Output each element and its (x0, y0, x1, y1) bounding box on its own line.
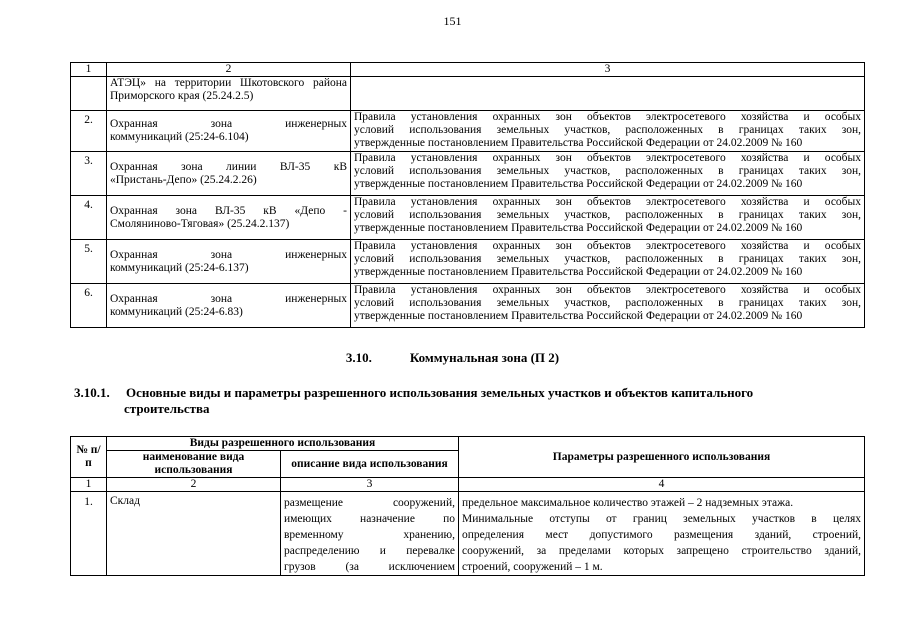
subsection-number: 3.10.1. (74, 385, 110, 400)
row-number: 3. (71, 152, 107, 196)
col-number: 4 (459, 478, 865, 492)
col-number: 2 (107, 478, 281, 492)
column-number-row (71, 478, 865, 492)
table-row (71, 240, 865, 284)
row-number: 1. (71, 492, 107, 576)
column-number-row (71, 63, 865, 77)
row-number: 5. (71, 240, 107, 284)
subsection-title-continued: строительства (124, 401, 210, 416)
col-number: 3 (351, 63, 865, 77)
col-number: 2 (107, 63, 351, 77)
regulation-text: Правила установления охранных зон объектов электросетевого хозяйства и особых условий использования земельных участков, расположенных в границах таких зон, утвержденные постановлением Правительства Российской Федерации от 24.02.2009 № 160 (351, 111, 865, 152)
header-kinds: Виды разрешенного использования (107, 437, 459, 451)
use-description: размещение сооружений, имеющих назначение по временному хранению, распределению и перевалке грузов (за исключением (281, 492, 459, 576)
table-row (71, 492, 865, 576)
col-number: 3 (281, 478, 459, 492)
table-row (71, 77, 865, 111)
regulation-text: Правила установления охранных зон объектов электросетевого хозяйства и особых условий использования земельных участков, расположенных в границах таких зон, утвержденные постановлением Правительства Российской Федерации от 24.02.2009 № 160 (351, 152, 865, 196)
regulation-text: Правила установления охранных зон объектов электросетевого хозяйства и особых условий использования земельных участков, расположенных в границах таких зон, утвержденные постановлением Правительства Российской Федерации от 24.02.2009 № 160 (351, 284, 865, 328)
section-title: Коммунальная зона (П 2) (409, 350, 560, 365)
col-number: 1 (71, 478, 107, 492)
regulation-text: Правила установления охранных зон объектов электросетевого хозяйства и особых условий использования земельных участков, расположенных в границах таких зон, утвержденные постановлением Правительства Российской Федерации от 24.02.2009 № 160 (351, 196, 865, 240)
subsection-heading (74, 385, 874, 417)
page-number: 151 (443, 14, 462, 28)
use-name: Склад (107, 492, 281, 576)
header-number: № п/п (71, 437, 107, 478)
zone-name-continued: АТЭЦ» на территории Шкотовского района Приморского края (25.24.2.5) (107, 77, 351, 111)
row-number: 4. (71, 196, 107, 240)
header-row (71, 437, 865, 451)
header-name: наименование вида использования (107, 451, 281, 478)
protection-zones-table (70, 62, 865, 328)
zone-name: Охранная зона ВЛ-35 кВ «Депо - Смоляниново-Тяговая» (25.24.2.137) (107, 196, 351, 240)
zone-name: Охранная зона инженерных коммуникаций (25:24-6.104) (107, 111, 351, 152)
zone-name: Охранная зона линии ВЛ-35 кВ «Пристань-Депо» (25.24.2.26) (107, 152, 351, 196)
table-row (71, 111, 865, 152)
use-parameters: предельное максимальное количество этажей – 2 надземных этажа. Минимальные отступы от границ земельных участков в целях определения мест допустимого размещения зданий, строений, сооружений, за пределами которых запрещено строительство зданий, строений, сооружений – 1 м. (459, 492, 865, 576)
header-params: Параметры разрешенного использования (459, 437, 865, 478)
zone-name: Охранная зона инженерных коммуникаций (25:24-6.137) (107, 240, 351, 284)
zone-name: Охранная зона инженерных коммуникаций (25:24-6.83) (107, 284, 351, 328)
row-number: 6. (71, 284, 107, 328)
permitted-use-table (70, 436, 865, 576)
subsection-title: Основные виды и параметры разрешенного использования земельных участков и объектов капитального (126, 385, 754, 400)
row-number: 2. (71, 111, 107, 152)
section-number: 3.10. (345, 350, 372, 365)
table-row (71, 152, 865, 196)
section-heading (0, 350, 905, 366)
table-row (71, 284, 865, 328)
table-row (71, 196, 865, 240)
regulation-text: Правила установления охранных зон объектов электросетевого хозяйства и особых условий использования земельных участков, расположенных в границах таких зон, утвержденные постановлением Правительства Российской Федерации от 24.02.2009 № 160 (351, 240, 865, 284)
col-number: 1 (71, 63, 107, 77)
header-description: описание вида использования (281, 451, 459, 478)
